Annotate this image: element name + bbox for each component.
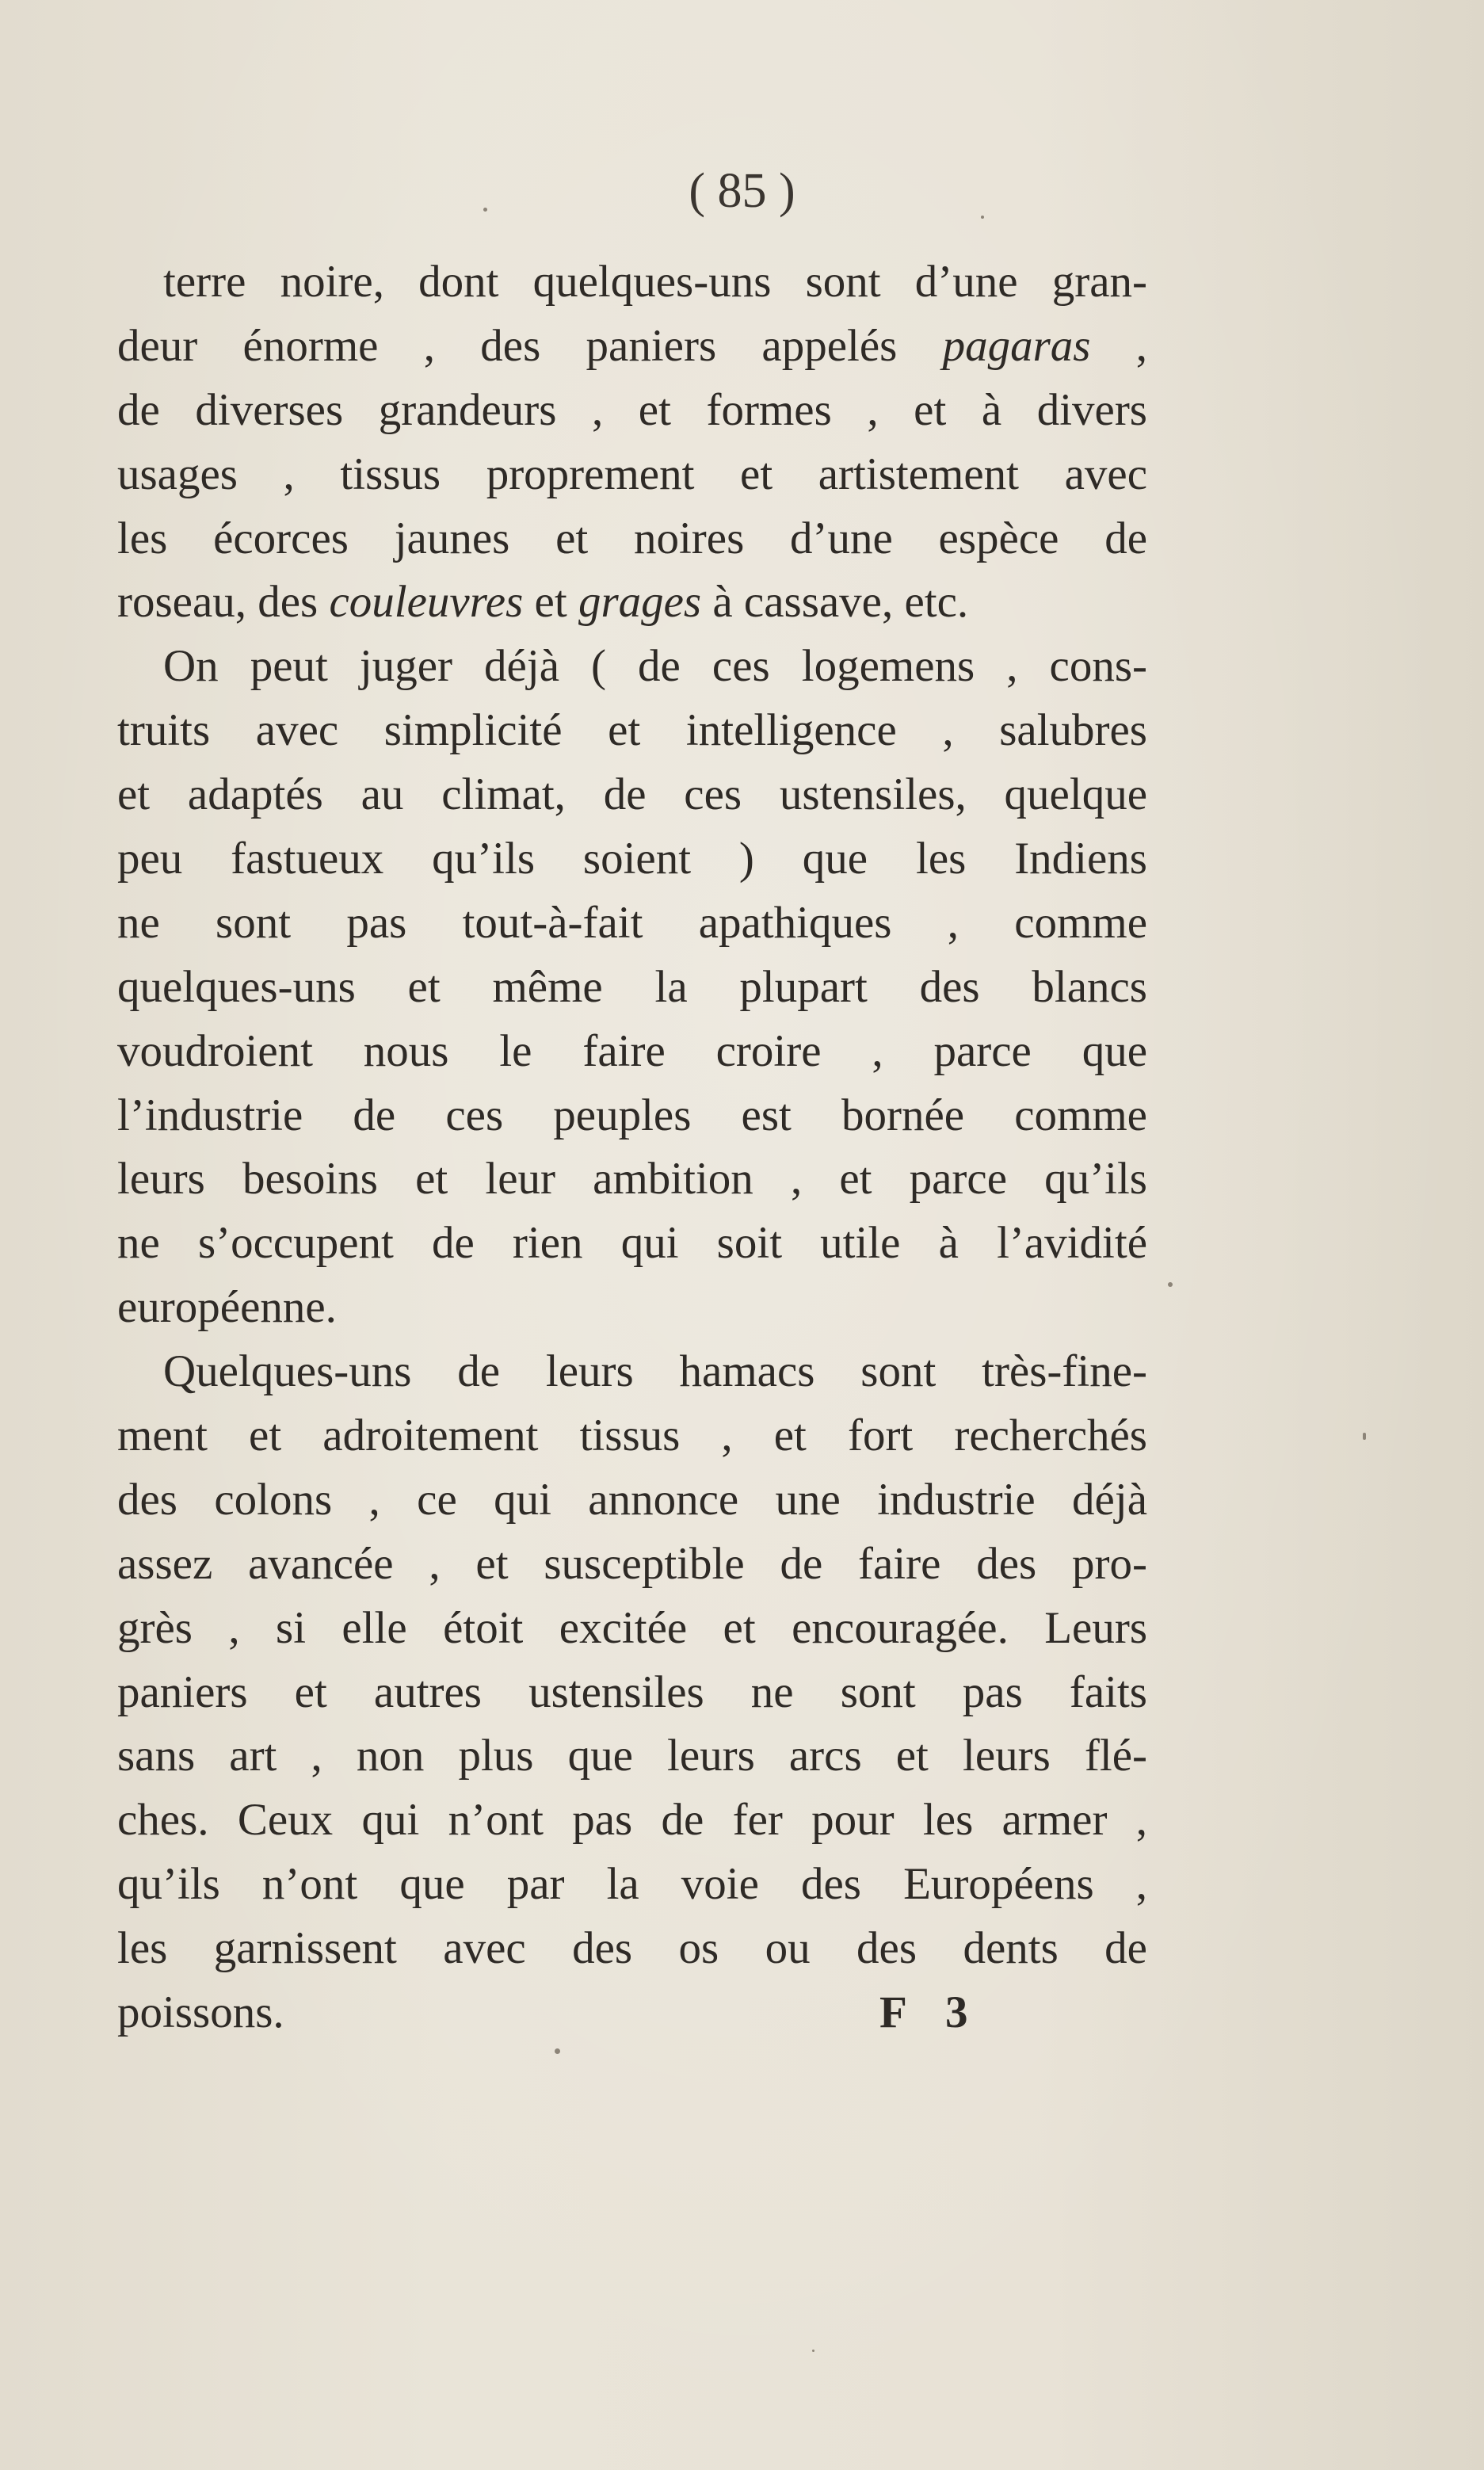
text-line (117, 1853, 1147, 1917)
text-line (117, 1533, 1147, 1597)
text-line (117, 827, 1147, 891)
italic-term: pagaras (942, 320, 1091, 371)
text-line (117, 956, 1147, 1020)
text-line (117, 1020, 1147, 1084)
text-run: voudroient nous le faire croire , parce que (117, 1025, 1147, 1076)
text-line (117, 1084, 1147, 1148)
text-line (117, 1789, 1147, 1853)
text-line (117, 1468, 1147, 1533)
text-line (117, 1340, 1147, 1404)
italic-term: couleuvres (329, 577, 524, 628)
text-run: et (523, 577, 578, 628)
text-run: terre noire, dont quelques-uns sont d’une gran- (163, 257, 1147, 307)
text-line (117, 1724, 1147, 1789)
text-run: peu fastueux qu’ils soient ) que les Indiens (117, 834, 1147, 884)
text-run: quelques-uns et même la plupart des blancs (117, 961, 1147, 1012)
text-line (117, 250, 1147, 315)
text-line (117, 1661, 1147, 1725)
text-run: européenne. (117, 1282, 337, 1333)
text-run: Quelques-uns de leurs hamacs sont très-fine- (163, 1346, 1147, 1397)
italic-term: grages (578, 577, 702, 628)
text-line (117, 635, 1147, 699)
text-run: à cassave, etc. (701, 577, 969, 628)
text-run: les garnissent avec des os ou des dents de (117, 1923, 1147, 1974)
text-run: ne sont pas tout-à-fait apathiques , comme (117, 897, 1147, 948)
text-run: deur énorme , des paniers appelés (117, 320, 943, 371)
text-run: paniers et autres ustensiles ne sont pas faits (117, 1666, 1147, 1717)
text-line (117, 1404, 1147, 1468)
text-line (117, 1597, 1147, 1661)
page-number: ( 85 ) (689, 164, 795, 218)
text-run: , (1090, 320, 1147, 371)
text-run: les écorces jaunes et noires d’une espèce de (117, 513, 1147, 563)
text-run: assez avancée , et susceptible de faire des pro- (117, 1538, 1147, 1589)
text-line (117, 507, 1147, 571)
text-run: grès , si elle étoit excitée et encouragée. Leurs (117, 1602, 1147, 1653)
text-line (117, 1981, 1147, 2045)
text-line (117, 379, 1147, 443)
signature-mark: F 3 (879, 1987, 982, 2038)
text-line (117, 699, 1147, 763)
text-line (117, 315, 1147, 379)
text-line (117, 763, 1147, 827)
text-run: et adaptés au climat, de ces ustensiles, quelque (117, 769, 1147, 820)
text-run: On peut juger déjà ( de ces logemens , cons- (163, 641, 1147, 692)
text-run: usages , tissus proprement et artistement avec (117, 449, 1147, 499)
text-run: des colons , ce qui annonce une industrie déjà (117, 1474, 1147, 1525)
text-run: ne s’occupent de rien qui soit utile à l’avidité (117, 1218, 1147, 1269)
text-line (117, 1276, 1147, 1340)
text-run: leurs besoins et leur ambition , et parce qu’ils (117, 1154, 1147, 1204)
text-body (117, 250, 1147, 2045)
text-run: l’industrie de ces peuples est bornée comme (117, 1090, 1147, 1140)
text-line (117, 1917, 1147, 1981)
text-line (117, 891, 1147, 956)
text-run: de diverses grandeurs , et formes , et à divers (117, 384, 1147, 435)
text-line (117, 571, 1147, 635)
text-line (117, 1147, 1147, 1212)
text-run: ment et adroitement tissus , et fort recherchés (117, 1411, 1147, 1461)
text-run: qu’ils n’ont que par la voie des Européens , (117, 1859, 1147, 1910)
text-run: sans art , non plus que leurs arcs et leurs flé- (117, 1731, 1147, 1781)
text-run: roseau, des (117, 577, 330, 628)
text-line (117, 1212, 1147, 1276)
text-run: truits avec simplicité et intelligence , salubres (117, 705, 1147, 756)
text-run: poissons. (117, 1987, 284, 2038)
text-run: ches. Ceux qui n’ont pas de fer pour les armer , (117, 1795, 1147, 1846)
text-line (117, 443, 1147, 507)
